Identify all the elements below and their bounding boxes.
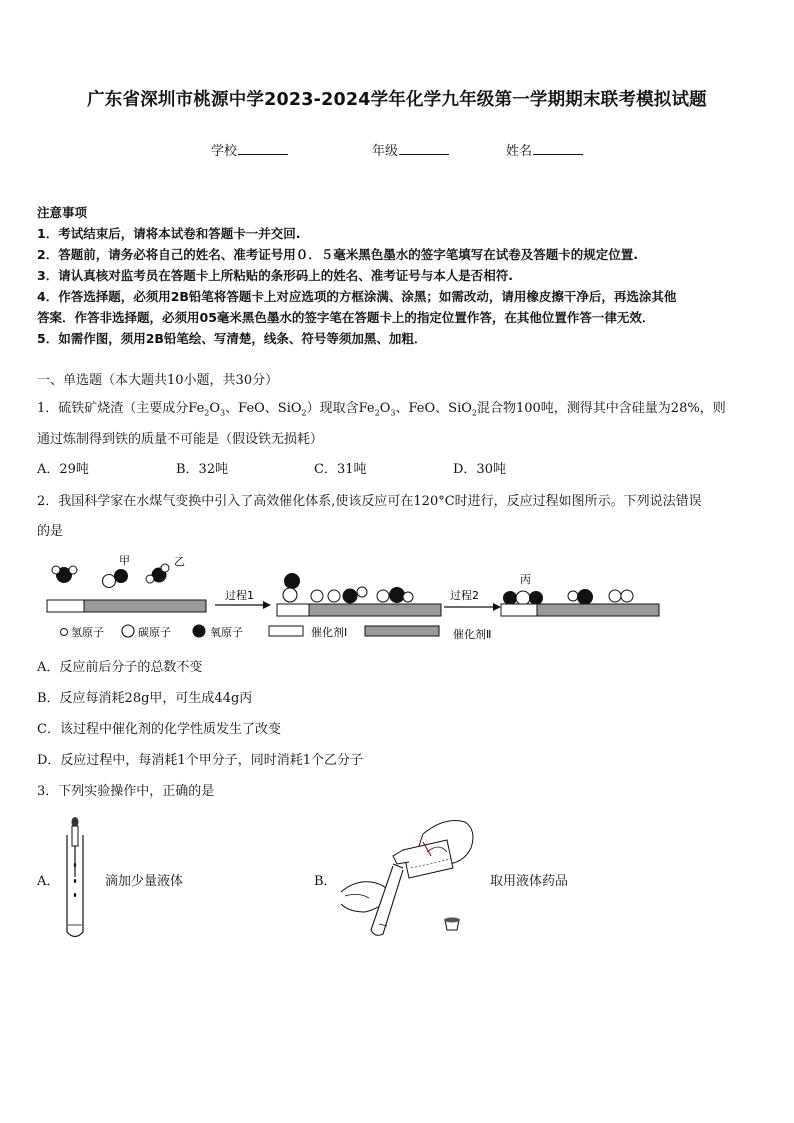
pouring-illustration xyxy=(335,812,480,942)
molecule-water-left xyxy=(52,566,77,583)
notice-heading: 注意事项 xyxy=(37,205,88,220)
adsorbed-co xyxy=(283,573,300,602)
q2-option-b[interactable]: B．反应每消耗28g甲，可生成44g丙 xyxy=(37,691,253,706)
notice-item: 5．如需作图，须用2B铅笔绘、写清楚，线条、符号等须加黑、加粗． xyxy=(37,331,427,346)
notice-item: 3．请认真核对监考员在答题卡上所粘贴的条形码上的姓名、准考证号与本人是否相符. xyxy=(37,268,513,283)
molecule-co xyxy=(103,569,129,588)
q3-option-a-letter[interactable]: A． xyxy=(37,874,60,889)
q3-option-b-letter[interactable]: B． xyxy=(314,874,337,889)
q1-option-c[interactable]: C．31吨 xyxy=(314,462,367,477)
molecule-water xyxy=(146,564,169,583)
label-jia: 甲 xyxy=(119,554,130,567)
q3-option-a-text: 滴加少量液体 xyxy=(105,874,184,889)
label-bing: 丙 xyxy=(520,573,531,586)
question-1-stem: 1．硫铁矿烧渣（主要成分$Fe_2O_3$、FeO、SiO$_2$）现取含$Fe_2O_3$、FeO、SiO$_2$混合物100吨，测得其中含硅量为28%，则 xyxy=(37,401,726,418)
label-process-2: 过程2 xyxy=(450,589,479,602)
label-process-1: 过程1 xyxy=(225,589,254,602)
section-heading: 一、单选题（本大题共10小题，共30分） xyxy=(37,373,279,388)
q3-option-b-text: 取用液体药品 xyxy=(490,874,569,889)
school-label: 学校 xyxy=(211,144,238,159)
q1-option-a[interactable]: A．29吨 xyxy=(37,462,89,477)
notice-item: 2．答题前，请务必将自己的姓名、准考证号用０．５毫米黑色墨水的签字笔填写在试卷及答题卡的规定位置. xyxy=(37,247,638,262)
name-label: 姓名 xyxy=(506,144,533,159)
product-h2 xyxy=(568,589,633,605)
q1-option-d[interactable]: D．30吨 xyxy=(453,462,506,477)
product-co2 xyxy=(503,591,543,605)
page-title: 广东省深圳市桃源中学2023-2024学年化学九年级第一学期期末联考模拟试题 xyxy=(87,90,707,110)
name-blank[interactable] xyxy=(533,141,583,155)
dropper-illustration xyxy=(62,815,92,940)
grade-label: 年级 xyxy=(372,144,399,159)
legend-oxygen: 氧原子 xyxy=(210,626,243,639)
question-2-stem: 2．我国科学家在水煤气变换中引入了高效催化体系,使该反应可在120°C时进行，反应过程如图所示。下列说法错误 xyxy=(37,494,702,509)
name-field xyxy=(506,140,583,159)
question-1-stem-line2: 通过炼制得到铁的质量不可能是（假设铁无损耗） xyxy=(37,432,324,447)
question-2-stem-line2: 的是 xyxy=(37,524,64,539)
legend-carbon: 碳原子 xyxy=(138,626,171,639)
legend-hydrogen: 氢原子 xyxy=(71,626,104,639)
legend-catalyst-1: 催化剂Ⅰ xyxy=(311,626,348,639)
notice-item: 1．考试结束后，请将本试卷和答题卡一并交回. xyxy=(37,226,301,241)
legend-catalyst-2: 催化剂Ⅱ xyxy=(453,628,492,641)
label-yi: 乙 xyxy=(174,555,185,568)
school-field xyxy=(211,140,288,159)
diagram-legend xyxy=(61,625,492,642)
grade-field xyxy=(372,140,449,159)
notice-item: 答案．作答非选择题，必须用05毫米黑色墨水的签字笔在答题卡上的指定位置作答，在其他位置作答一律无效． xyxy=(37,310,655,325)
reaction-diagram xyxy=(37,548,677,648)
question-3-stem: 3．下列实验操作中，正确的是 xyxy=(37,784,215,799)
q1-option-b[interactable]: B．32吨 xyxy=(176,462,229,477)
notice-item: 4．作答选择题，必须用2B铅笔将答题卡上对应选项的方框涂满、涂黑；如需改动，请用橡皮擦干净后，再选涂其他 xyxy=(37,289,677,304)
adsorbed-species xyxy=(311,587,413,604)
q2-option-c[interactable]: C．该过程中催化剂的化学性质发生了改变 xyxy=(37,722,281,737)
q2-option-d[interactable]: D．反应过程中，每消耗1个甲分子，同时消耗1个乙分子 xyxy=(37,753,363,768)
school-blank[interactable] xyxy=(238,141,288,155)
q2-option-a[interactable]: A．反应前后分子的总数不变 xyxy=(37,660,203,675)
grade-blank[interactable] xyxy=(399,141,449,155)
